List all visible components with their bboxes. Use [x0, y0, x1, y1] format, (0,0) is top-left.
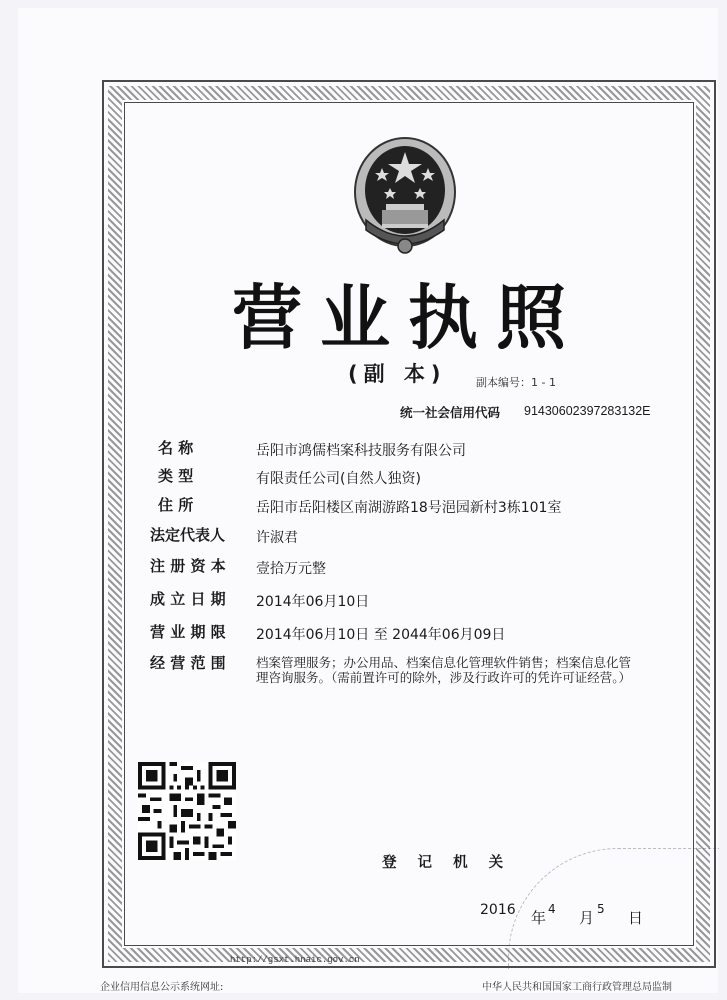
footer-system-label: 企业信用信息公示系统网址:	[100, 982, 224, 993]
copy-number: 副本编号：1 - 1	[476, 376, 556, 389]
document-title: 营业执照	[232, 276, 584, 359]
field-label-founded	[150, 588, 248, 609]
label-text: 名 称	[158, 439, 194, 457]
field-value-name: 岳阳市鸿儒档案科技服务有限公司	[256, 443, 466, 459]
field-label-type	[150, 465, 248, 486]
label-text: 类 型	[158, 467, 194, 485]
label-text: 注 册 资 本	[150, 557, 226, 575]
field-value-address: 岳阳市岳阳楼区南湖游路18号浥园新村3栋101室	[256, 500, 562, 516]
credit-code-value: 91430602397283132E	[524, 404, 651, 418]
field-label-capital	[150, 555, 248, 576]
credit-code-label: 统一社会信用代码	[400, 405, 501, 420]
field-value-legal-rep: 许淑君	[256, 530, 298, 546]
field-label-legal-rep	[150, 524, 248, 545]
issue-day: 5	[597, 902, 605, 916]
issue-year-unit: 年	[531, 909, 547, 927]
field-value-scope: 档案管理服务；办公用品、档案信息化管理软件销售；档案信息化管理咨询服务。（需前置许可的除外，涉及行政许可的凭许可证经营。）	[256, 655, 632, 685]
field-label-name	[150, 437, 248, 458]
issue-day-unit: 日	[628, 909, 644, 927]
field-label-scope	[150, 652, 248, 673]
field-label-term	[150, 621, 248, 642]
label-text: 法定代表人	[150, 526, 226, 544]
national-emblem-icon	[352, 134, 458, 256]
document-subtitle: (副 本)	[348, 362, 447, 386]
label-text: 经 营 范 围	[150, 654, 226, 672]
issue-month: 4	[548, 902, 556, 916]
field-value-type: 有限责任公司(自然人独资)	[256, 471, 421, 487]
qr-code-icon	[138, 762, 236, 860]
public-system-url: http://gsxt.hnaic.gov.cn	[230, 955, 360, 965]
registration-office: 登 记 机 关	[382, 855, 512, 871]
label-text: 住 所	[158, 496, 194, 514]
issue-year: 2016	[480, 902, 516, 918]
field-value-capital: 壹拾万元整	[256, 561, 326, 577]
label-text: 营 业 期 限	[150, 623, 226, 641]
field-label-address	[150, 494, 248, 515]
footer-issuer: 中华人民共和国国家工商行政管理总局监制	[482, 982, 672, 993]
field-value-term: 2014年06月10日 至 2044年06月09日	[256, 627, 506, 643]
issue-month-unit: 月	[579, 909, 595, 927]
label-text: 成 立 日 期	[150, 590, 226, 608]
field-value-founded: 2014年06月10日	[256, 594, 370, 610]
